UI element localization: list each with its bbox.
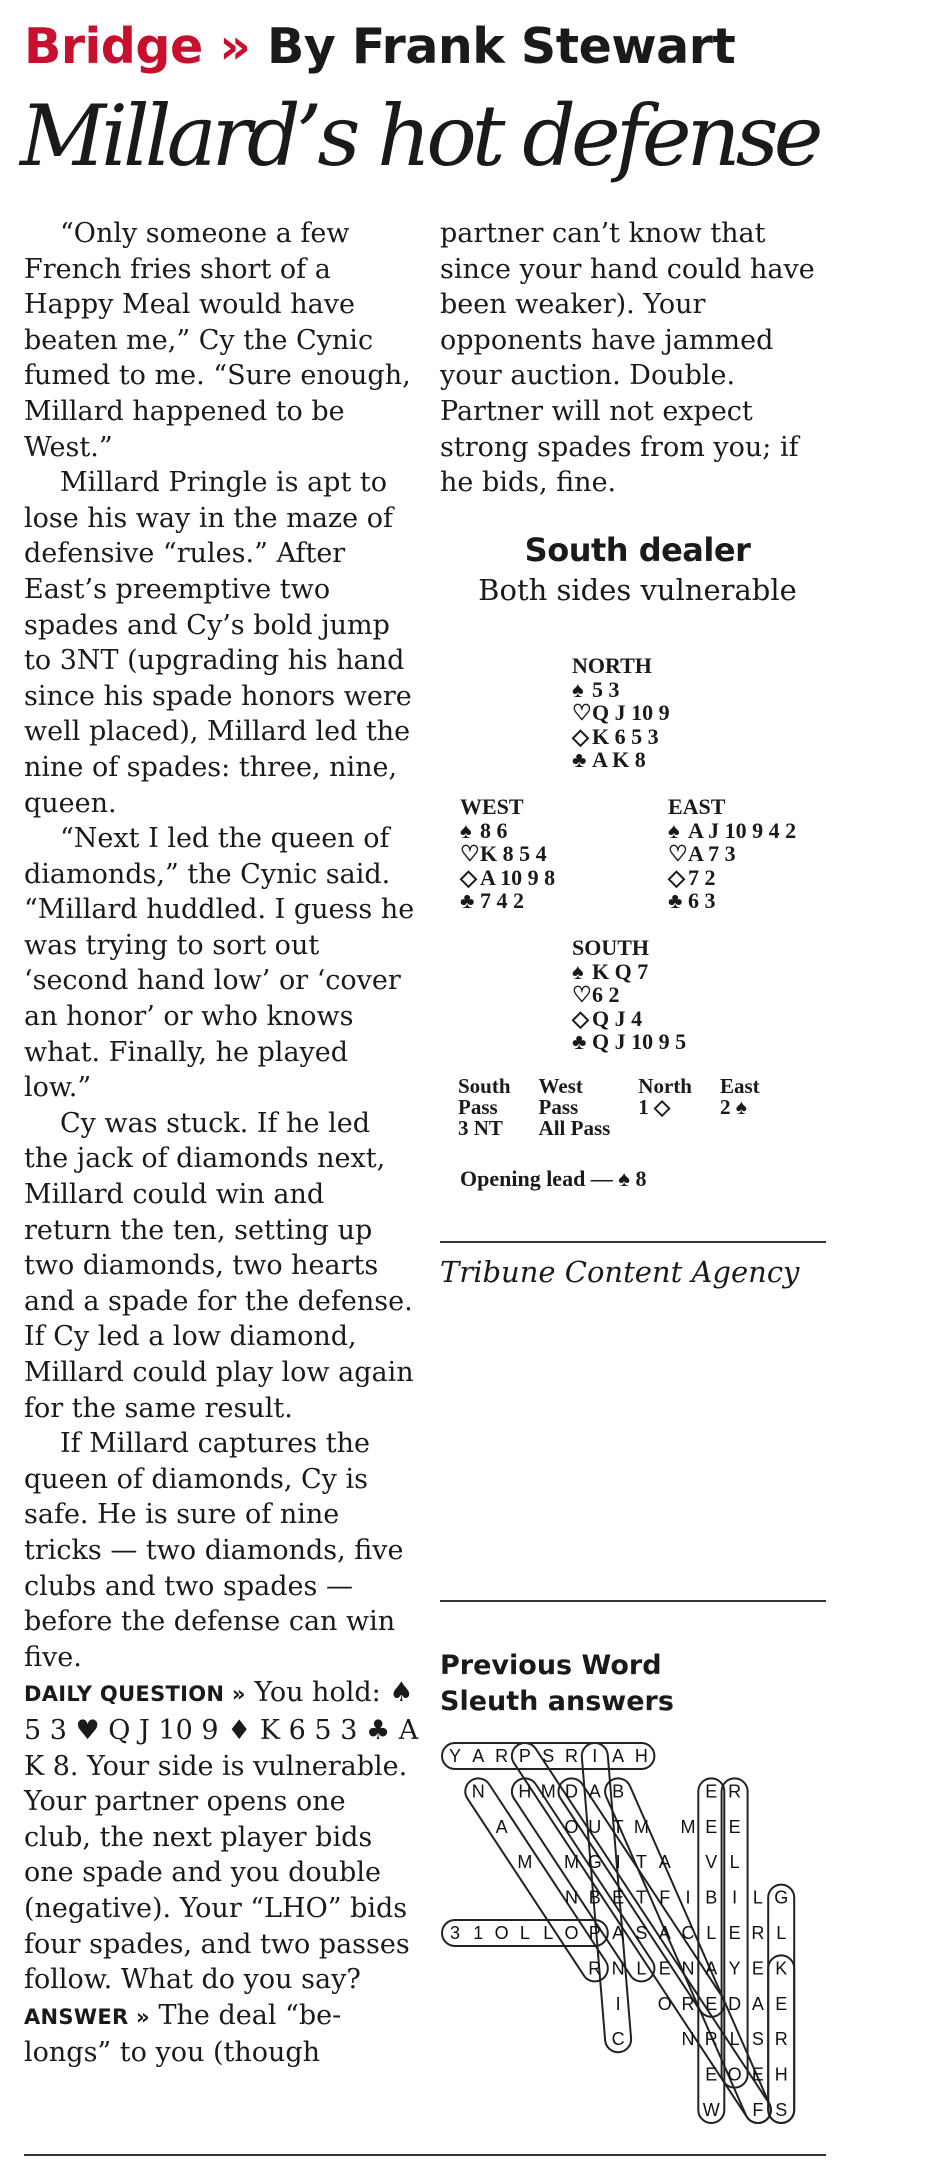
grid-letter: Y xyxy=(448,1746,462,1766)
grid-letter: B xyxy=(705,1887,718,1908)
grid-letter: E xyxy=(705,1816,718,1837)
auction-bid: Pass xyxy=(458,1095,498,1119)
grid-letter: A xyxy=(658,1852,671,1873)
grid-letter: U xyxy=(588,1816,602,1837)
paragraph: Cy was stuck. If he led the jack of diamonds next, Millard could win and return the ten, setting up two diamonds, two hearts and a spade for the defense. If Cy led a low diamond, Millard could play low again for the same result. xyxy=(24,1107,414,1424)
auction-row xyxy=(458,1097,788,1118)
hand-east xyxy=(668,795,796,913)
vulnerability: Both sides vulnerable xyxy=(478,573,797,607)
grid-letter: A xyxy=(751,1993,764,2014)
grid-letter: V xyxy=(705,1852,718,1873)
grid-letter: H xyxy=(774,2064,788,2085)
daily-question-label: DAILY QUESTION » xyxy=(24,1682,246,1707)
grid-letter: F xyxy=(752,2100,764,2120)
heart-icon: ♡ xyxy=(572,700,592,725)
grid-letter: N xyxy=(611,1958,625,1979)
grid-letter: G xyxy=(774,1887,789,1908)
grid-letter: L xyxy=(729,1852,740,1873)
grid-letter: S xyxy=(751,2029,764,2050)
answer xyxy=(24,1998,419,2071)
auction-bid: All Pass xyxy=(538,1116,611,1140)
word-outline xyxy=(768,1955,794,2123)
paragraph: If Millard captures the queen of diamonds, Cy is safe. He is sure of nine tricks — two diamonds, five clubs and two spades — before the defense can win five. xyxy=(24,1428,404,1673)
hearts-holding: Q J 10 9 xyxy=(592,700,670,725)
grid-letter: G xyxy=(587,1852,602,1873)
word-sleuth-title xyxy=(440,1648,674,1720)
grid-letter: C xyxy=(611,2029,625,2050)
word-outline xyxy=(722,1778,748,2087)
spade-icon: ♠ xyxy=(460,817,472,843)
grid-letter: C xyxy=(681,1923,695,1943)
spades-holding: A J 10 9 4 2 xyxy=(688,817,797,843)
daily-question xyxy=(24,1675,419,1997)
bottom-rule xyxy=(24,2154,826,2156)
auction-bid: 3 NT xyxy=(458,1116,503,1140)
grid-letter: T xyxy=(612,1816,624,1837)
byline: By Frank Stewart xyxy=(266,18,736,75)
headline: Millard’s hot defense xyxy=(20,87,819,185)
daily-question-text: You hold: ♠ 5 3 ♥ Q J 10 9 ♦ K 6 5 3 ♣ A K 8. Your side is vulnerable. Your partner opens one club, the next player bids one spade and you double (negative). Your “LHO” bids four spades, and two passes follow. What do you say? xyxy=(24,1677,419,1996)
grid-letter: A xyxy=(612,1746,625,1766)
grid-letter: Y xyxy=(728,1958,741,1979)
paragraph: Millard Pringle is apt to lose his way in the maze of defensive “rules.” After East’s preemptive two spades and Cy’s bold jump to 3NT (upgrading his hand since his spade honors were well placed), Millard led the nine of spades: three, nine, queen. xyxy=(24,467,412,819)
grid-letter: K xyxy=(775,1958,788,1979)
answer-continued: partner can’t know that since your hand could have been weaker). Your opponents have jammed your auction. Double. Partner will not expect strong spades from you; if he bids, fine. xyxy=(440,218,815,499)
grid-letter: B xyxy=(612,1781,625,1802)
auction-bid: Pass xyxy=(538,1095,579,1119)
hand-label: SOUTH xyxy=(572,935,650,960)
bridge-diagram-heading xyxy=(440,530,835,610)
heart-icon: ♡ xyxy=(668,841,688,866)
grid-letter: E xyxy=(658,1958,671,1979)
answer-text: The deal “belongs” to you (though xyxy=(24,1999,342,2069)
clubs-holding: 6 3 xyxy=(688,888,716,913)
auction-header-row xyxy=(458,1076,788,1097)
hearts-holding: 6 2 xyxy=(592,982,620,1007)
spade-icon: ♠ xyxy=(572,676,584,702)
grid-letter: E xyxy=(728,1923,741,1943)
grid-letter: A xyxy=(612,1923,625,1943)
hand-west xyxy=(460,795,555,913)
diamonds-holding: 7 2 xyxy=(688,864,716,890)
clubs-holding: 7 4 2 xyxy=(480,888,524,913)
grid-letter: E xyxy=(705,2064,718,2085)
grid-letter: R xyxy=(728,1781,742,1802)
grid-letter: A xyxy=(705,1958,718,1979)
grid-letter: R xyxy=(774,2029,788,2050)
clubs-holding: Q J 10 9 5 xyxy=(592,1029,687,1054)
auction-bid xyxy=(720,1118,788,1139)
diamonds-holding: Q J 4 xyxy=(592,1005,643,1031)
grid-letter: L xyxy=(543,1923,554,1943)
diamond-icon: ◇ xyxy=(572,1005,589,1031)
grid-letter: N xyxy=(565,1887,578,1908)
diamond-icon: ◇ xyxy=(572,723,589,749)
auction-header: South xyxy=(458,1074,511,1098)
word-outline xyxy=(507,1738,776,2128)
section-label: Bridge » xyxy=(24,18,251,75)
grid-letter: M xyxy=(680,1816,696,1837)
grid-letter: 1 xyxy=(473,1923,484,1943)
grid-letter: R xyxy=(704,2029,718,2050)
grid-letter: T xyxy=(635,1852,647,1873)
auction-table xyxy=(458,1076,788,1139)
answer-label: ANSWER » xyxy=(24,2004,150,2029)
grid-letter: F xyxy=(659,1887,671,1908)
grid-letter: 3 xyxy=(449,1923,461,1943)
grid-letter: E xyxy=(751,2064,764,2085)
dealer-title: South dealer xyxy=(524,531,751,569)
club-icon: ♣ xyxy=(460,888,475,913)
grid-letter: M xyxy=(540,1781,556,1802)
spade-icon: ♠ xyxy=(668,817,680,843)
grid-letter: O xyxy=(494,1923,509,1943)
auction-header: West xyxy=(538,1074,583,1098)
spade-icon: ♠ xyxy=(572,958,584,984)
grid-letter: E xyxy=(705,1781,718,1802)
spades-holding: 8 6 xyxy=(480,817,508,843)
column-header xyxy=(24,18,735,75)
grid-letter: I xyxy=(615,1852,621,1873)
word-outline xyxy=(768,1885,794,2123)
word-outline xyxy=(553,1773,729,2021)
grid-letter: L xyxy=(752,1887,763,1908)
hand-label: EAST xyxy=(668,794,726,819)
diamonds-holding: K 6 5 3 xyxy=(592,723,659,749)
word-outline xyxy=(698,1778,724,2123)
heart-icon: ♡ xyxy=(460,841,480,866)
grid-letter: A xyxy=(588,1781,601,1802)
word-outline xyxy=(442,1743,654,1769)
grid-letter: A xyxy=(495,1816,508,1837)
credit-line: Tribune Content Agency xyxy=(440,1255,800,1289)
grid-letter: W xyxy=(702,2100,720,2120)
word-sleuth-title-line: Previous Word xyxy=(440,1650,662,1681)
grid-letter: O xyxy=(564,1923,579,1943)
grid-letter: M xyxy=(633,1816,649,1837)
diamonds-holding: A 10 9 8 xyxy=(480,864,556,890)
diamond-icon: ◇ xyxy=(668,864,685,890)
diamond-icon: ◇ xyxy=(460,864,477,890)
hand-label: NORTH xyxy=(572,653,652,678)
heart-icon: ♡ xyxy=(572,982,592,1007)
grid-letter: I xyxy=(685,1887,691,1908)
auction-bid: 1 ◇ xyxy=(638,1095,671,1119)
hand-south xyxy=(572,936,686,1054)
grid-letter: P xyxy=(588,1923,601,1943)
grid-letter: E xyxy=(705,1993,718,2014)
club-icon: ♣ xyxy=(572,747,587,772)
grid-letter: N xyxy=(681,1958,695,1979)
word-outline xyxy=(460,1773,613,1986)
grid-letter: L xyxy=(519,1923,530,1943)
article-column-2 xyxy=(440,216,835,501)
hand-label: WEST xyxy=(460,794,524,819)
grid-letter: O xyxy=(727,2064,742,2085)
club-icon: ♣ xyxy=(572,1029,587,1054)
grid-letter: P xyxy=(518,1746,531,1766)
grid-letter: H xyxy=(518,1781,532,1802)
grid-letter: N xyxy=(471,1781,485,1802)
grid-letter: H xyxy=(634,1746,648,1766)
word-outline xyxy=(507,1773,660,1986)
article-column-1 xyxy=(24,216,419,2071)
hearts-holding: A 7 3 xyxy=(688,841,736,866)
grid-letter: M xyxy=(517,1852,533,1873)
grid-letter: L xyxy=(776,1923,787,1943)
auction-header: East xyxy=(719,1074,760,1098)
grid-letter: I xyxy=(732,1887,738,1908)
grid-letter: B xyxy=(588,1887,601,1908)
paragraph: “Next I led the queen of diamonds,” the Cynic said. “Millard huddled. I guess he was trying to sort out ‘second hand low’ or ‘cover an honor’ or who knows what. Finally, he played low.” xyxy=(24,823,415,1104)
auction-row xyxy=(458,1118,788,1139)
paragraph: “Only someone a few French fries short of a Happy Meal would have beaten me,” Cy the Cynic fumed to me. “Sure enough, Millard happened to be West.” xyxy=(24,218,411,463)
hearts-holding: K 8 5 4 xyxy=(480,841,547,866)
spades-holding: K Q 7 xyxy=(592,958,649,984)
grid-letter: E xyxy=(775,1993,788,2014)
grid-letter: N xyxy=(681,2029,695,2050)
grid-letter: S xyxy=(775,2100,788,2120)
grid-letter: S xyxy=(635,1923,648,1943)
grid-letter: T xyxy=(635,1887,647,1908)
spades-holding: 5 3 xyxy=(592,676,620,702)
word-outline xyxy=(581,1742,632,2053)
auction-bid xyxy=(638,1118,720,1139)
grid-letter: E xyxy=(612,1887,625,1908)
word-outline xyxy=(601,1774,775,2127)
grid-letter: R xyxy=(565,1746,578,1766)
grid-letter: E xyxy=(728,1816,741,1837)
grid-letter: R xyxy=(495,1746,509,1766)
word-outline xyxy=(442,1920,608,1946)
grid-letter: L xyxy=(636,1958,647,1979)
grid-letter: D xyxy=(728,1993,742,2014)
divider xyxy=(440,1600,826,1602)
grid-letter: O xyxy=(564,1816,579,1837)
grid-letter: L xyxy=(729,2029,740,2050)
opening-lead: Opening lead — ♠ 8 xyxy=(460,1166,647,1191)
grid-letter: M xyxy=(564,1852,579,1873)
grid-letter: I xyxy=(592,1746,598,1766)
grid-letter: S xyxy=(542,1746,555,1766)
grid-letter: D xyxy=(565,1781,578,1802)
grid-letter: A xyxy=(658,1923,671,1943)
grid-letter: R xyxy=(681,1993,695,2014)
grid-letter: O xyxy=(657,1993,672,2014)
hand-north xyxy=(572,654,670,772)
auction-header: North xyxy=(638,1074,692,1098)
clubs-holding: A K 8 xyxy=(592,747,646,772)
grid-letter: R xyxy=(751,1923,765,1943)
club-icon: ♣ xyxy=(668,888,683,913)
word-sleuth-title-line: Sleuth answers xyxy=(440,1686,674,1717)
grid-letter: E xyxy=(751,1958,764,1979)
grid-letter: R xyxy=(588,1958,602,1979)
grid-letter: I xyxy=(615,1993,621,2014)
divider xyxy=(440,1241,826,1243)
grid-letter: A xyxy=(472,1746,485,1766)
auction-bid: 2 ♠ xyxy=(719,1095,747,1119)
grid-letter: L xyxy=(706,1923,717,1943)
